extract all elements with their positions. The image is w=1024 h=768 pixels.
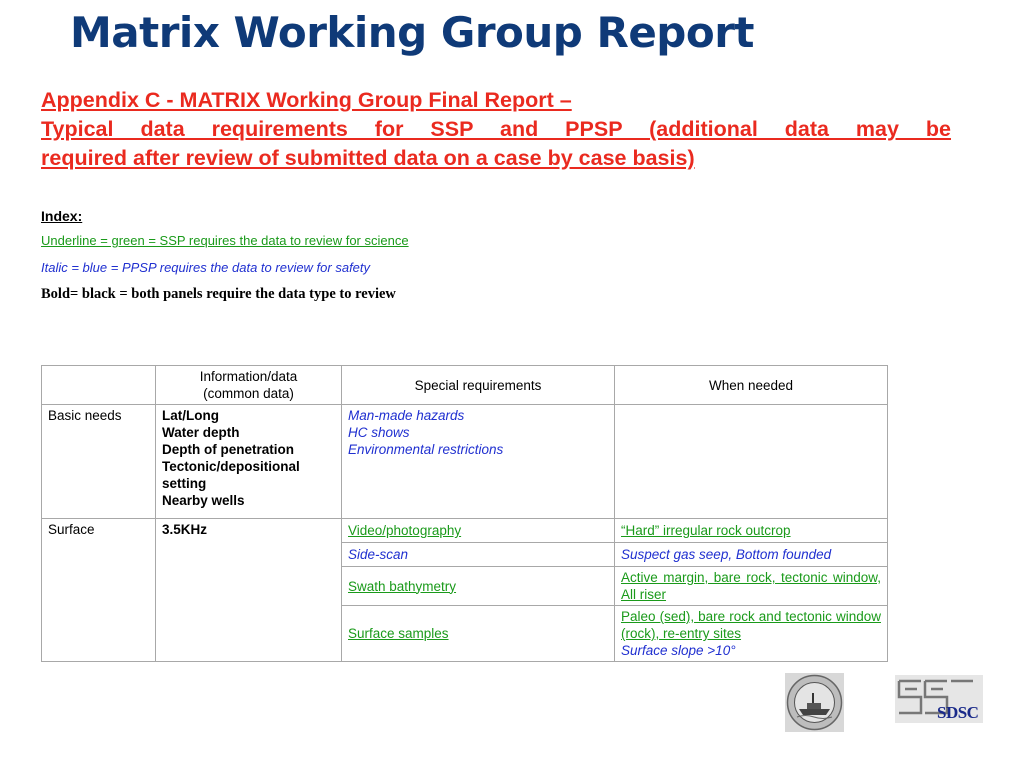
when-needed-cell bbox=[615, 405, 888, 519]
appendix-heading bbox=[41, 86, 951, 173]
cell-text: Side-scan bbox=[348, 547, 409, 562]
table-row bbox=[42, 405, 888, 519]
row-label: Surface bbox=[42, 519, 156, 662]
cell-text: Paleo (sed), bare rock and tectonic window (rock), re-entry sites bbox=[621, 609, 881, 641]
list-item: Nearby wells bbox=[162, 493, 245, 508]
appendix-line-3: required after review of submitted data on a case by case basis) bbox=[41, 146, 695, 170]
table-row bbox=[42, 519, 888, 543]
header-cell bbox=[42, 366, 156, 405]
when-needed-cell bbox=[615, 606, 888, 662]
sdsc-text: SDSC bbox=[937, 703, 979, 722]
when-needed-cell bbox=[615, 519, 888, 543]
legend-green: Underline = green = SSP requires the data to review for science bbox=[41, 233, 409, 248]
cell-text: Swath bathymetry bbox=[348, 578, 457, 594]
header-cell: Special requirements bbox=[342, 366, 615, 405]
requirements-table bbox=[41, 365, 888, 662]
header-cell: When needed bbox=[615, 366, 888, 405]
list-item: Lat/Long bbox=[162, 408, 219, 423]
row-label: Basic needs bbox=[42, 405, 156, 519]
when-needed-cell: Active margin, bare rock, tectonic window, All riser bbox=[615, 567, 888, 606]
cell-text: “Hard” irregular rock outcrop bbox=[621, 523, 791, 538]
special-requirements-cell bbox=[342, 405, 615, 519]
cell-text: Suspect gas seep, Bottom founded bbox=[621, 547, 832, 562]
header-cell: Information/data (common data) bbox=[156, 366, 342, 405]
cell-text: Surface slope >10° bbox=[621, 643, 736, 658]
legend-black: Bold= black = both panels require the data type to review bbox=[41, 286, 396, 302]
seal-icon bbox=[785, 673, 844, 732]
sdsc-logo bbox=[895, 675, 983, 723]
list-item: Tectonic/depositional setting bbox=[162, 459, 300, 491]
legend-blue: Italic = blue = PPSP requires the data to review for safety bbox=[41, 260, 371, 275]
appendix-line-1: Appendix C - MATRIX Working Group Final Report – bbox=[41, 88, 572, 112]
cell-text: Surface samples bbox=[348, 626, 449, 641]
when-needed-cell bbox=[615, 543, 888, 567]
special-requirements-cell bbox=[342, 606, 615, 662]
special-requirements-cell bbox=[342, 543, 615, 567]
page-title: Matrix Working Group Report bbox=[70, 8, 755, 57]
seal-logo bbox=[785, 673, 844, 732]
index-label: Index: bbox=[41, 208, 83, 224]
special-requirements-cell bbox=[342, 519, 615, 543]
common-data-cell bbox=[156, 405, 342, 519]
table-header-row bbox=[42, 366, 888, 405]
list-item: Water depth bbox=[162, 425, 240, 440]
list-item: HC shows bbox=[348, 425, 410, 440]
cell-text: Video/photography bbox=[348, 523, 462, 538]
list-item: Man-made hazards bbox=[348, 408, 465, 423]
common-data-cell: 3.5KHz bbox=[156, 519, 342, 662]
special-requirements-cell bbox=[342, 567, 615, 606]
list-item: Depth of penetration bbox=[162, 442, 294, 457]
list-item: Environmental restrictions bbox=[348, 442, 504, 457]
appendix-line-2: Typical data requirements for SSP and PPSP (additional data may be bbox=[41, 117, 951, 141]
